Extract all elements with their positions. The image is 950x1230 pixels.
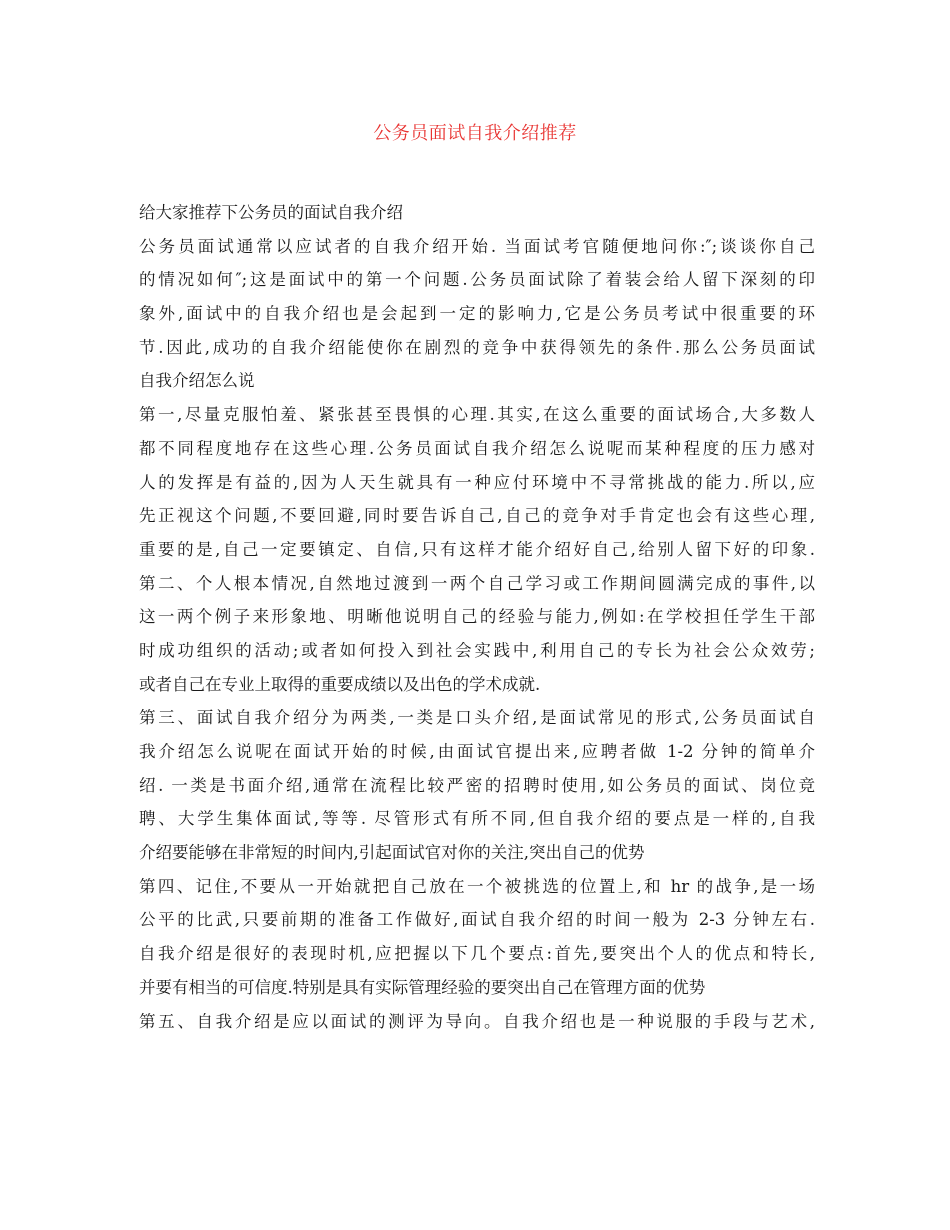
text-line: 都不同程度地存在这些心理.公务员面试自我介绍怎么说呢而某种程度的压力感对 bbox=[139, 438, 815, 458]
document-title: 公务员面试自我介绍推荐 bbox=[373, 123, 577, 144]
text-line: 人的发挥是有益的,因为人天生就具有一种应付环境中不寻常挑战的能力.所以,应 bbox=[139, 472, 815, 492]
text-line: 时成功组织的活动;或者如何投入到社会实践中,利用自己的专长为社会公众效劳; bbox=[139, 640, 815, 660]
text-line: 给大家推荐下公务员的面试自我介绍 bbox=[139, 203, 403, 222]
text-line: 先正视这个问题,不要回避,同时要告诉自己,自己的竞争对手肯定也会有这些心理, bbox=[139, 506, 815, 526]
text-line: 的情况如何″;这是面试中的第一个问题.公务员面试除了着装会给人留下深刻的印 bbox=[139, 270, 815, 290]
text-line: 第二、个人根本情况,自然地过渡到一两个自己学习或工作期间圆满完成的事件,以 bbox=[139, 573, 815, 593]
text-line: 第五、自我介绍是应以面试的测评为导向。自我介绍也是一种说服的手段与艺术, bbox=[139, 1011, 815, 1031]
text-line: 公平的比武,只要前期的准备工作做好,面试自我介绍的时间一般为 2-3 分钟左右. bbox=[139, 910, 815, 930]
text-line: 第四、记住,不要从一开始就把自己放在一个被挑选的位置上,和 hr 的战争,是一场 bbox=[139, 876, 815, 896]
text-line: 或者自己在专业上取得的重要成绩以及出色的学术成就. bbox=[139, 674, 541, 694]
text-line: 自我介绍怎么说 bbox=[139, 371, 255, 391]
document-body bbox=[139, 196, 815, 1038]
text-line: 并要有相当的可信度.特别是具有实际管理经验的要突出自己在管理方面的优势 bbox=[139, 977, 706, 997]
text-line: 这一两个例子来形象地、明晰他说明自己的经验与能力,例如:在学校担任学生干部 bbox=[139, 607, 815, 627]
text-line: 第三、面试自我介绍分为两类,一类是口头介绍,是面试常见的形式,公务员面试自 bbox=[139, 708, 815, 728]
text-line: 重要的是,自己一定要镇定、自信,只有这样才能介绍好自己,给别人留下好的印象. bbox=[139, 539, 815, 559]
text-line: 象外,面试中的自我介绍也是会起到一定的影响力,它是公务员考试中很重要的环 bbox=[139, 304, 815, 324]
text-line: 自我介绍是很好的表现时机,应把握以下几个要点:首先,要突出个人的优点和特长, bbox=[139, 944, 815, 964]
text-line: 我介绍怎么说呢在面试开始的时候,由面试官提出来,应聘者做 1-2 分钟的简单介 bbox=[139, 742, 815, 761]
text-line: 节.因此,成功的自我介绍能使你在剧烈的竞争中获得领先的条件.那么公务员面试 bbox=[139, 337, 815, 357]
text-line: 聘、大学生集体面试,等等. 尽管形式有所不同,但自我介绍的要点是一样的,自我 bbox=[139, 809, 815, 829]
text-line: 介绍要能够在非常短的时间内,引起面试官对你的关注,突出自己的优势 bbox=[139, 843, 645, 863]
text-line: 第一,尽量克服怕羞、紧张甚至畏惧的心理.其实,在这么重要的面试场合,大多数人 bbox=[139, 405, 815, 425]
text-line: 公务员面试通常以应试者的自我介绍开始. 当面试考官随便地问你:″;谈谈你自己 bbox=[139, 236, 815, 256]
text-line: 绍. 一类是书面介绍,通常在流程比较严密的招聘时使用,如公务员的面试、岗位竞 bbox=[139, 775, 815, 795]
